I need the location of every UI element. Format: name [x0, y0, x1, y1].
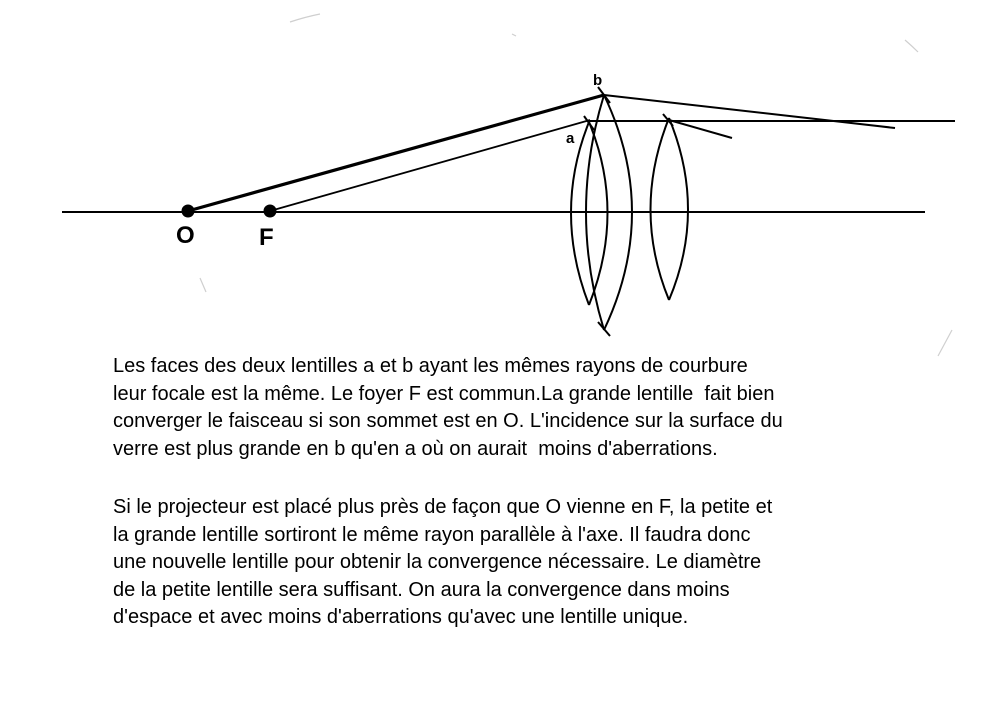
- ray-converge: [669, 120, 732, 138]
- paragraph-2-line: une nouvelle lentille pour obtenir la convergence nécessaire. Le diamètre: [113, 551, 762, 573]
- paragraph-1-line: converger le faisceau si son sommet est en O. L'incidence sur la surface du: [113, 410, 783, 432]
- label-o: O: [176, 222, 195, 249]
- new-lens: [651, 114, 689, 300]
- ray-o-to-b: [188, 95, 604, 211]
- label-a: a: [566, 130, 575, 147]
- point-f: [264, 205, 277, 218]
- paragraph-1-line: leur focale est la même. Le foyer F est commun.La grande lentille fait bien: [113, 382, 775, 405]
- small-lens: [571, 116, 608, 305]
- label-f: F: [259, 224, 274, 251]
- paragraph-2-line: Si le projecteur est placé plus près de façon que O vienne en F, la petite et: [113, 496, 773, 518]
- paragraph-1-line: Les faces des deux lentilles a et b ayant les mêmes rayons de courbure: [113, 355, 748, 377]
- ray-b-out: [604, 95, 895, 128]
- ray-f-to-a: [270, 120, 590, 211]
- paragraph-2-line: la grande lentille sortiront le même rayon parallèle à l'axe. Il faudra donc: [113, 523, 751, 546]
- explanation-paragraph-2: [113, 494, 953, 632]
- paragraph-2-line: de la petite lentille sera suffisant. On aura la convergence dans moins: [113, 578, 730, 601]
- explanation-paragraph-1: [113, 353, 953, 463]
- label-b: b: [593, 72, 603, 89]
- point-o: [182, 205, 195, 218]
- paragraph-1-line: verre est plus grande en b qu'en a où on aurait moins d'aberrations.: [113, 437, 718, 460]
- scan-artifacts: [200, 14, 952, 356]
- paragraph-2-line: d'espace et avec moins d'aberrations qu'avec une lentille unique.: [113, 606, 689, 628]
